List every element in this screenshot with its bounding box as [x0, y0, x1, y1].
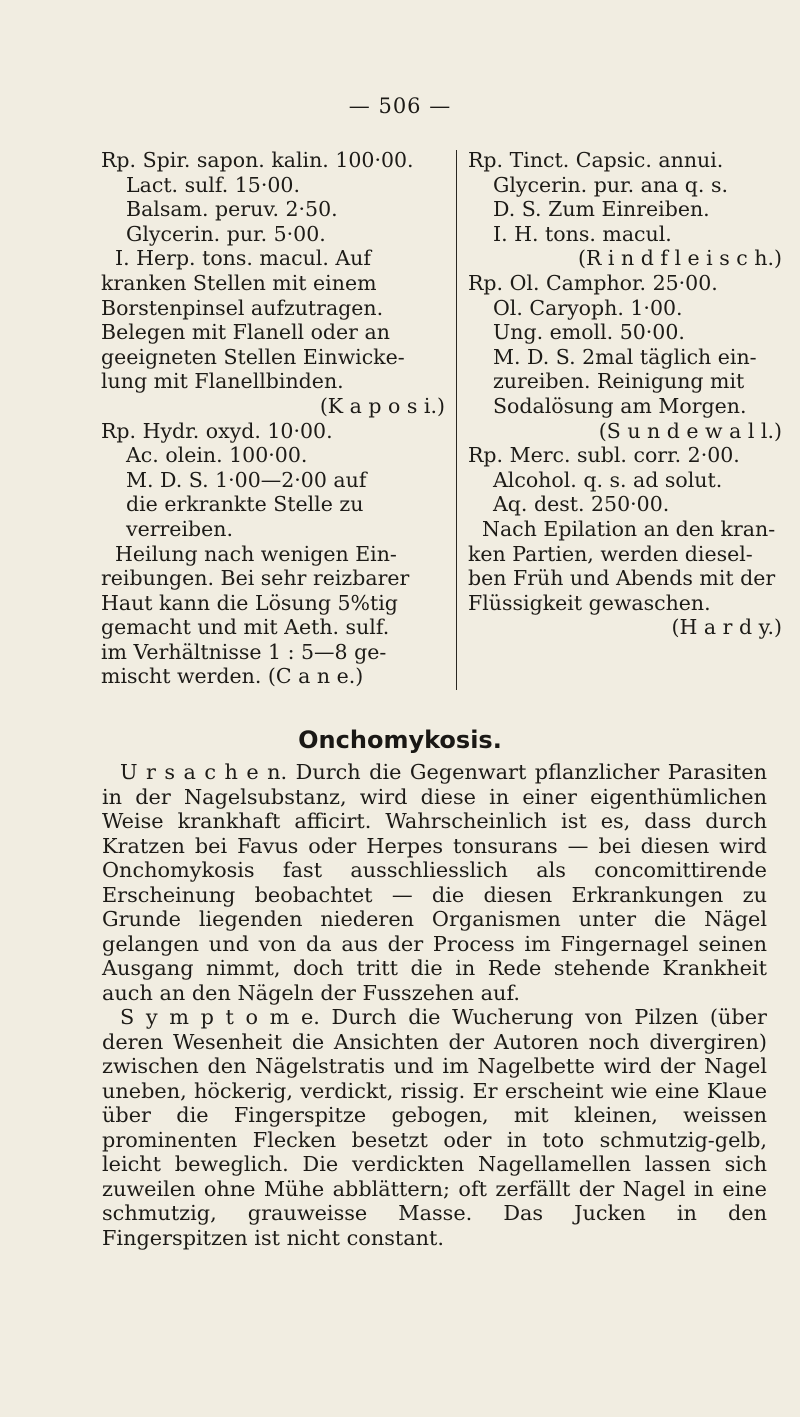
prescription-line: Heilung nach wenigen Ein- — [115, 541, 397, 566]
prescription-line: Rp. Tinct. Capsic. annui. — [468, 148, 724, 172]
prescription-line: Flüssigkeit gewaschen. — [468, 590, 711, 615]
section-body — [102, 760, 767, 1250]
prescription-line: gemacht und mit Aeth. sulf. — [101, 615, 390, 640]
prescription-line: D. S. Zum Einreiben. — [493, 197, 710, 222]
prescription-line: lung mit Flanellbinden. — [101, 369, 344, 394]
prescription-line: im Verhältnisse 1 : 5—8 ge- — [101, 639, 387, 664]
prescription-line: (H a r d y.) — [671, 615, 782, 640]
prescription-line: Borstenpinsel aufzutragen. — [101, 295, 384, 320]
prescription-line: ben Früh und Abends mit der — [468, 566, 776, 591]
prescription-line: Rp. Merc. subl. corr. 2·00. — [468, 443, 740, 468]
prescription-line: I. H. tons. macul. — [493, 221, 672, 246]
page-number: — 506 — — [348, 94, 452, 118]
prescription-line: Haut kann die Lösung 5%tig — [101, 590, 398, 615]
prescription-line: Nach Epilation an den kran- — [482, 516, 776, 541]
prescription-line: Rp. Spir. sapon. kalin. 100·00. — [101, 148, 414, 172]
prescription-line: (S u n d e w a l l.) — [598, 418, 782, 443]
paragraph-causes — [102, 760, 767, 1005]
paragraph-label: S y m p t o m e. — [120, 1005, 320, 1029]
prescription-line: I. Herp. tons. macul. Auf — [115, 246, 371, 271]
prescription-line: Ol. Caryoph. 1·00. — [493, 295, 683, 320]
prescription-line: (R i n d f l e i s c h.) — [577, 246, 782, 271]
prescription-line: Ung. emoll. 50·00. — [493, 320, 685, 345]
prescription-line: (K a p o s i.) — [319, 393, 445, 418]
paragraph-symptoms — [102, 1005, 767, 1250]
prescription-line: Lact. sulf. 15·00. — [126, 172, 300, 197]
prescription-line: Glycerin. pur. ana q. s. — [493, 172, 728, 197]
prescription-line: ken Partien, werden diesel- — [468, 541, 753, 566]
prescription-line: M. D. S. 1·00—2·00 auf — [126, 467, 367, 492]
prescription-line: Aq. dest. 250·00. — [493, 492, 670, 517]
prescription-line: zureiben. Reinigung mit — [493, 369, 745, 394]
prescription-line: Rp. Hydr. oxyd. 10·00. — [101, 418, 333, 443]
prescription-line: Glycerin. pur. 5·00. — [126, 221, 326, 246]
prescription-line: geeigneten Stellen Einwicke- — [101, 344, 405, 369]
paragraph-label: U r s a c h e n. — [120, 760, 288, 784]
column-divider — [456, 150, 457, 690]
prescription-line: kranken Stellen mit einem — [101, 270, 377, 295]
paragraph-text: Durch die Wucherung von Pilzen (über deren Wesenheit die Ansichten der Autoren noch divergiren) zwischen den Nägelstratis und im Nagelbette wird der Nagel uneben, höckerig, verdickt, rissig. Er erscheint wie eine Klaue über die Fingerspitze gebogen, mit kleinen, weissen prominenten Flecken besetzt oder in toto schmutzig-gelb, leicht beweglich. Die verdickten Nagellamellen lassen sich zuweilen ohne Mühe abblättern; oft zerfällt der Nagel in eine schmutzig, grauweisse Masse. Das Jucken in den Fingerspitzen ist nicht constant. — [102, 1005, 767, 1250]
section-title: Onchomykosis. — [298, 726, 502, 754]
paragraph-text: Durch die Gegenwart pflanzlicher Parasiten in der Nagelsubstanz, wird diese in einer eigenthümlichen Weise krankhaft afficirt. Wahrscheinlich ist es, dass durch Kratzen bei Favus oder Herpes tonsurans — bei diesen wird Onchomykosis fast ausschliesslich als concomittirende Erscheinung beobachtet — die diesen Erkrankungen zu Grunde liegenden niederen Organismen unter die Nägel gelangen und von da aus der Process im Fingernagel seinen Ausgang nimmt, doch tritt die in Rede stehende Krankheit auch an den Nägeln der Fusszehen auf. — [102, 760, 767, 1005]
right-column-prescriptions — [468, 148, 786, 640]
prescription-line: Ac. olein. 100·00. — [126, 443, 308, 468]
prescription-line: die erkrankte Stelle zu — [126, 492, 364, 517]
left-column-prescriptions — [101, 148, 449, 689]
prescription-line: Sodalösung am Morgen. — [493, 393, 747, 418]
prescription-line: Rp. Ol. Camphor. 25·00. — [468, 270, 718, 295]
prescription-line: Alcohol. q. s. ad solut. — [493, 467, 723, 492]
prescription-line: M. D. S. 2mal täglich ein- — [493, 344, 757, 369]
prescription-line: Balsam. peruv. 2·50. — [126, 197, 338, 222]
prescription-line: reibungen. Bei sehr reizbarer — [101, 566, 410, 591]
prescription-line: Belegen mit Flanell oder an — [101, 320, 390, 345]
prescription-line: verreiben. — [126, 516, 233, 541]
prescription-line: mischt werden. (C a n e.) — [101, 664, 364, 689]
